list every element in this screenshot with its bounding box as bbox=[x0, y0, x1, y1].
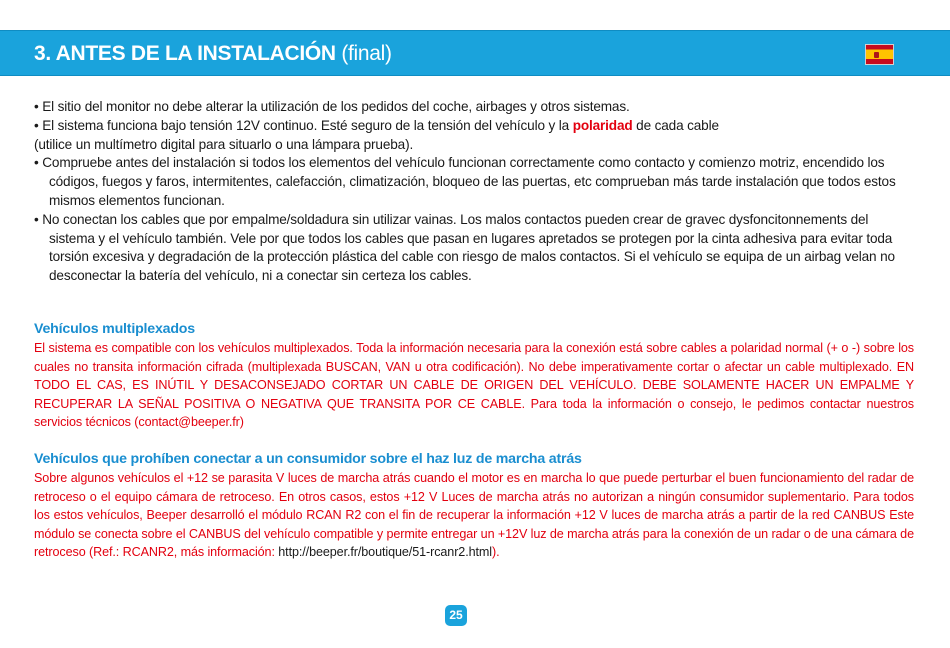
coat-of-arms bbox=[874, 52, 879, 58]
section-body-text: Sobre algunos vehículos el +12 se parasita V luces de marcha atrás cuando el motor es en marcha lo que puede perturbar el buen funcionamiento del radar de retroceso o el equipo cámara de retroceso. En otros casos, estos +12 V Luces de marcha atrás no autorizan a ningún consumidor suplementario. Para todos los estos vehículos, Beeper desarrolló el módulo RCAN R2 con el fin de recuperar la información +12 V luces de marcha atrás a partir de la red CANBUS Este módulo se conecta sobre el CANBUS del vehículo compatible y permite entregar un +12V luz de marcha atrás para la conexión de un radar o de una cámara de retroceso (Ref.: RCANR2, más información: bbox=[34, 471, 914, 560]
page-title bbox=[34, 41, 392, 67]
list-item-text: de cada cable bbox=[632, 117, 719, 133]
page-number-badge: 25 bbox=[445, 605, 467, 626]
list-item bbox=[34, 117, 914, 155]
section-title-reverse-light: Vehículos que prohíben conectar a un consumidor sobre el haz luz de marcha atrás bbox=[34, 451, 582, 467]
header-bar bbox=[0, 30, 950, 76]
page-title-sub: (final) bbox=[341, 42, 392, 65]
section-body-reverse-light bbox=[34, 469, 914, 562]
product-link[interactable]: http://beeper.fr/boutique/51-rcanr2.html bbox=[278, 545, 492, 560]
section-body-multiplexed: El sistema es compatible con los vehículos multiplexados. Toda la información necesaria para la conexión está sobre cables a polaridad normal (+ o -) sobre los cuales no transita información cifrada (multiplexada BUSCAN, VAN u otra codificación). No debe imperativamente cortar o afectar un cable multiplexado. EN TODO EL CAS, ES INÚTIL Y DESACONSEJADO CORTAR UN CABLE DE ORIGEN DEL VEHÍCULO. DEBE SOLAMENTE HACER UN EMPALME Y RECUPERAR LA SEÑAL POSITIVA O NEGATIVA QUE TRANSITA POR CE CABLE. Para toda la información o consejo, le pedimos contactar nuestros servicios técnicos (contact@beeper.fr) bbox=[34, 341, 914, 430]
list-item-text: • El sistema funciona bajo tensión 12V continuo. Esté seguro de la tensión del vehículo y la bbox=[34, 117, 573, 133]
list-item: • El sitio del monitor no debe alterar la utilización de los pedidos del coche, airbages y otros sistemas. bbox=[34, 99, 630, 114]
section-title-multiplexed: Vehículos multiplexados bbox=[34, 321, 195, 337]
list-item: • No conectan los cables que por empalme/soldadura sin utilizar vainas. Los malos contactos pueden crear de gravec dysfoncitonnements del sistema y el vehículo también. Vele por que todos los cables que pasan en lugares apretados se protegen por la cinta adhesiva para evitar toda torsión excesiva y degradación de la protección plástica del cable con riesgo de malos contactos. Si el vehículo se equipa de un airbag velan no desconectar la batería del vehículo, ni a conectar sin certeza los cables. bbox=[34, 211, 895, 284]
list-item: • Compruebe antes del instalación si todos los elementos del vehículo funcionan correctamente como contacto y comienzo motriz, encendido los códigos, fuegos y faros, intermitentes, calefacción, climatización, bloqueo de las puertas, etc comprueban más tarde instalación que todos estos mismos elementos funcionan. bbox=[34, 155, 896, 208]
spain-flag-icon bbox=[865, 44, 894, 65]
requirements-list bbox=[34, 98, 914, 286]
page-title-main: 3. ANTES DE LA INSTALACIÓN bbox=[34, 42, 336, 65]
section-body-tail: ). bbox=[492, 545, 500, 560]
polarity-highlight: polaridad bbox=[572, 117, 633, 133]
list-item-text: (utilice un multímetro digital para situarlo o una lámpara prueba). bbox=[34, 136, 414, 152]
